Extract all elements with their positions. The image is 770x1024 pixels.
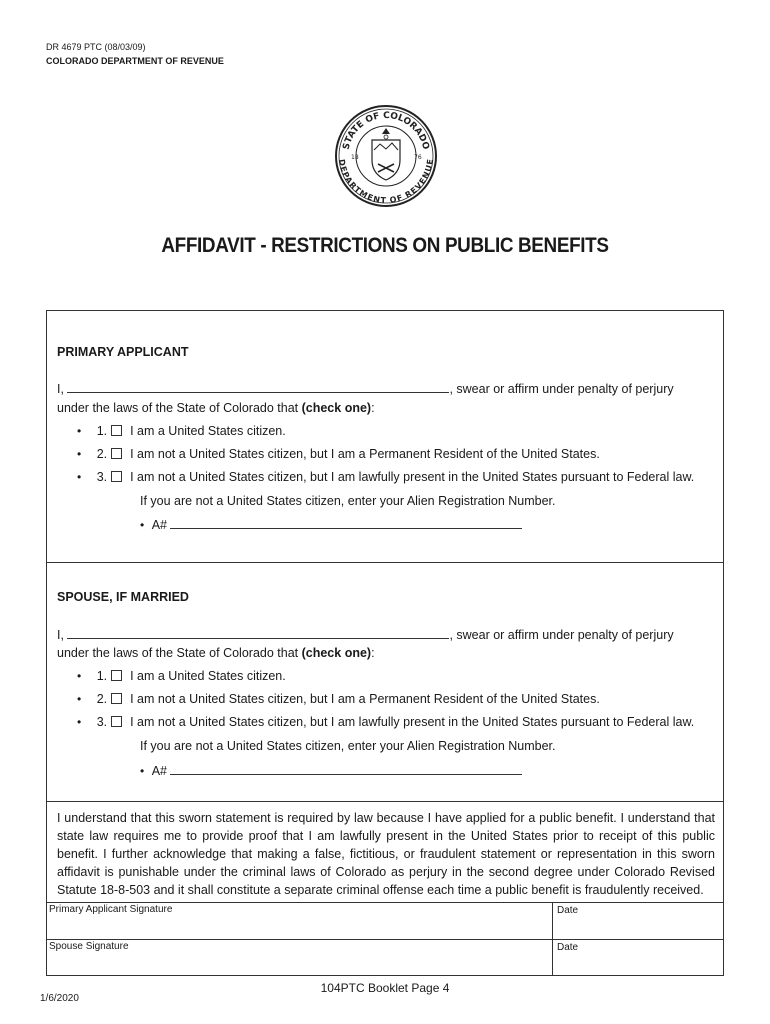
- form-code: DR 4679 PTC (08/03/09): [46, 42, 146, 52]
- primary-signature-field[interactable]: [47, 914, 551, 938]
- spouse-signature-label: Spouse Signature: [49, 941, 129, 952]
- spouse-alien-number-field[interactable]: [170, 763, 522, 775]
- laws-text: under the laws of the State of Colorado that: [57, 401, 302, 415]
- primary-option-3: [77, 470, 694, 484]
- option-text: I am not a United States citizen, but I am lawfully present in the United States pursuant to Federal law.: [130, 715, 695, 729]
- sworn-statement: I understand that this sworn statement is required by law because I have applied for a public benefit. I understand that state law requires me to provide proof that I am lawfully present in the United States prior to receipt of this public benefit. I further acknowledge that making a false, fictitious, or fraudulent statement or representation in this sworn affidavit is punishable under the criminal laws of Colorado as perjury in the second degree under Colorado Revised Statute 18-8-503 and it shall constitute a separate criminal offense each time a public benefit is fraudulently received.: [57, 811, 715, 897]
- seal-top-text: STATE OF COLORADO: [341, 110, 431, 151]
- seal-year-left: 18: [351, 154, 359, 161]
- option-text: I am a United States citizen.: [130, 669, 286, 683]
- colorado-seal: [334, 104, 438, 208]
- primary-date-label: Date: [557, 905, 579, 916]
- spouse-option-2: [77, 692, 600, 706]
- primary-option-2-checkbox[interactable]: [111, 448, 122, 459]
- i-prefix: I,: [57, 628, 64, 642]
- spouse-option-2-checkbox[interactable]: [111, 693, 122, 704]
- spouse-option-3-checkbox[interactable]: [111, 716, 122, 727]
- laws-line: [57, 401, 375, 415]
- primary-date-field[interactable]: [553, 914, 723, 938]
- spouse-option-1-checkbox[interactable]: [111, 670, 122, 681]
- svg-text:DEPARTMENT OF REVENUE: [337, 159, 435, 206]
- spouse-alien-line: [140, 763, 522, 778]
- option-text: I am not a United States citizen, but I am a Permanent Resident of the United States.: [130, 447, 600, 461]
- bullet: •: [77, 470, 82, 484]
- primary-applicant-heading: PRIMARY APPLICANT: [57, 345, 189, 359]
- bullet: •: [77, 424, 82, 438]
- primary-option-2: [77, 447, 600, 461]
- option-number: 3.: [96, 715, 108, 729]
- swear-text: , swear or affirm under penalty of perjury: [449, 628, 674, 642]
- primary-option-3-checkbox[interactable]: [111, 471, 122, 482]
- seal-year-right: 76: [414, 154, 422, 161]
- section-divider: [46, 562, 724, 563]
- laws-text: under the laws of the State of Colorado that: [57, 646, 302, 660]
- spouse-date-label: Date: [557, 942, 579, 953]
- primary-option-1-checkbox[interactable]: [111, 425, 122, 436]
- signature-divider: [46, 939, 724, 940]
- option-number: 2.: [96, 447, 108, 461]
- footer-date: 1/6/2020: [40, 993, 79, 1004]
- colon: :: [371, 646, 375, 660]
- spouse-name-line: [57, 627, 674, 642]
- spouse-name-field[interactable]: [67, 627, 449, 639]
- option-number: 2.: [96, 692, 108, 706]
- seal-bottom-text: DEPARTMENT OF REVENUE: [337, 158, 435, 206]
- spouse-option-3: [77, 715, 694, 729]
- option-number: 1.: [96, 424, 108, 438]
- option-number: 3.: [96, 470, 108, 484]
- spouse-signature-field[interactable]: [47, 952, 551, 975]
- primary-alien-instruction: If you are not a United States citizen, enter your Alien Registration Number.: [140, 494, 556, 508]
- colon: :: [371, 401, 375, 415]
- primary-signature-label: Primary Applicant Signature: [49, 904, 173, 915]
- spouse-alien-instruction: If you are not a United States citizen, enter your Alien Registration Number.: [140, 739, 556, 753]
- signature-divider: [46, 902, 724, 903]
- bullet: •: [77, 692, 82, 706]
- bullet: •: [140, 764, 145, 778]
- option-text: I am not a United States citizen, but I am a Permanent Resident of the United States.: [130, 692, 600, 706]
- primary-name-field[interactable]: [67, 381, 449, 393]
- primary-name-line: [57, 381, 674, 396]
- bullet: •: [140, 518, 145, 532]
- alien-label: A#: [151, 518, 167, 532]
- spouse-date-field[interactable]: [553, 952, 723, 975]
- primary-alien-line: [140, 517, 522, 532]
- primary-option-1: [77, 424, 286, 438]
- primary-alien-number-field[interactable]: [170, 517, 522, 529]
- check-one: (check one): [301, 401, 372, 415]
- check-one: (check one): [301, 646, 372, 660]
- section-divider: [46, 801, 724, 802]
- i-prefix: I,: [57, 382, 64, 396]
- alien-label: A#: [151, 764, 167, 778]
- option-text: I am not a United States citizen, but I am lawfully present in the United States pursuant to Federal law.: [130, 470, 695, 484]
- option-text: I am a United States citizen.: [130, 424, 286, 438]
- footer-page-number: 104PTC Booklet Page 4: [320, 981, 450, 995]
- laws-line: [57, 646, 375, 660]
- swear-text: , swear or affirm under penalty of perjury: [449, 382, 674, 396]
- department-name: COLORADO DEPARTMENT OF REVENUE: [46, 56, 224, 66]
- option-number: 1.: [96, 669, 108, 683]
- spouse-option-1: [77, 669, 286, 683]
- spouse-heading: SPOUSE, IF MARRIED: [57, 590, 189, 604]
- bullet: •: [77, 715, 82, 729]
- bullet: •: [77, 669, 82, 683]
- page-title: AFFIDAVIT - RESTRICTIONS ON PUBLIC BENEFITS: [161, 234, 609, 257]
- bullet: •: [77, 447, 82, 461]
